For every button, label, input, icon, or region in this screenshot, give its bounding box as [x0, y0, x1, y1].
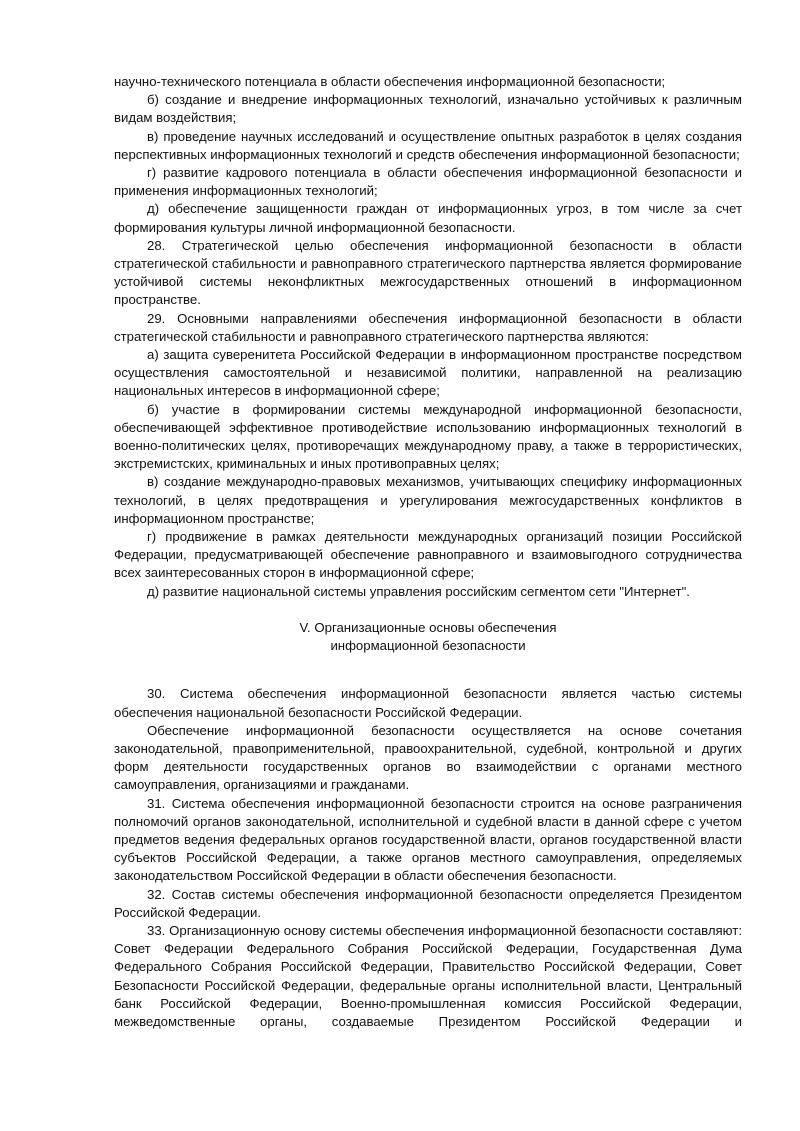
paragraph-29-item-v: в) создание международно-правовых механизмов, учитывающих специфику информационных технологий, в целях предотвращения и урегулирования межгосударственных конфликтов в информационном пространстве; [114, 474, 742, 526]
paragraph-32: 32. Состав системы обеспечения информационной безопасности определяется Президентом Российской Федерации. [114, 886, 742, 920]
paragraph-30: 30. Система обеспечения информационной безопасности является частью системы обеспечения национальной безопасности Российской Федерации. [114, 686, 742, 720]
paragraph-29-item-g: г) продвижение в рамках деятельности международных организаций позиции Российской Федерации, предусматривающей обеспечение равноправного и взаимовыгодного сотрудничества всех заинтересованных сторон в информационной сфере; [114, 529, 742, 581]
paragraph-29-item-a: а) защита суверенитета Российской Федерации в информационном пространстве посредством осуществления самостоятельной и независимой политики, направленной на реализацию национальных интересов в информационной сфере; [114, 347, 742, 399]
paragraph-29: 29. Основными направлениями обеспечения информационной безопасности в области стратегической стабильности и равноправного стратегического партнерства являются: [114, 310, 742, 344]
section-heading-line-1: V. Организационные основы обеспечения [299, 619, 557, 635]
section-heading-line-2: информационной безопасности [330, 638, 526, 654]
paragraph-29-item-b: б) участие в формировании системы международной информационной безопасности, обеспечивающей эффективное противодействие использованию информационных технологий в военно-политических целях, противоречащих международному праву, а также в террористических, экстремистских, криминальных и иных противоправных целях; [114, 401, 742, 472]
section-heading [114, 619, 742, 655]
paragraph-item-g: г) развитие кадрового потенциала в области обеспечения информационной безопасности и применения информационных технологий; [114, 165, 742, 199]
paragraph-31: 31. Система обеспечения информационной безопасности строится на основе разграничения полномочий органов законодательной, исполнительной и судебной власти в данной сфере с учетом предметов ведения федеральных органов государственной власти, органов государственной власти субъектов Российской Федерации, а также органов местного самоуправления, определяемых законодательством Российской Федерации в области обеспечения безопасности. [114, 795, 742, 884]
paragraph-continuation: научно-технического потенциала в области обеспечения информационной безопасности; [114, 74, 666, 89]
paragraph-item-d: д) обеспечение защищенности граждан от информационных угроз, в том числе за счет формирования культуры личной информационной безопасности. [114, 201, 742, 235]
paragraph-28: 28. Стратегической целью обеспечения информационной безопасности в области стратегической стабильности и равноправного стратегического партнерства является формирование устойчивой системы неконфликтных межгосударственных отношений в информационном пространстве. [114, 237, 742, 308]
paragraph-30-continued: Обеспечение информационной безопасности осуществляется на основе сочетания законодательной, правоприменительной, правоохранительной, судебной, контрольной и других форм деятельности государственных органов во взаимодействии с органами местного самоуправления, организациями и гражданами. [114, 722, 742, 793]
paragraph-item-b: б) создание и внедрение информационных технологий, изначально устойчивых к различным видам воздействия; [114, 92, 742, 126]
paragraph-33: 33. Организационную основу системы обеспечения информационной безопасности составляют: Совет Федерации Федерального Собрания Российской Федерации, Государственная Дума Федерального Собрания Российской Федерации, Правительство Российской Федерации, Совет Безопасности Российской Федерации, федеральные органы исполнительной власти, Центральный банк Российской Федерации, Военно-промышленная комиссия Российской Федерации, межведомственные органы, создаваемые Президентом Российской Федерации и [114, 922, 742, 1029]
paragraph-item-v: в) проведение научных исследований и осуществление опытных разработок в целях создания перспективных информационных технологий и средств обеспечения информационной безопасности; [114, 128, 742, 162]
paragraph-29-item-d: д) развитие национальной системы управления российским сегментом сети "Интернет". [147, 583, 690, 599]
document-page [114, 73, 742, 1031]
